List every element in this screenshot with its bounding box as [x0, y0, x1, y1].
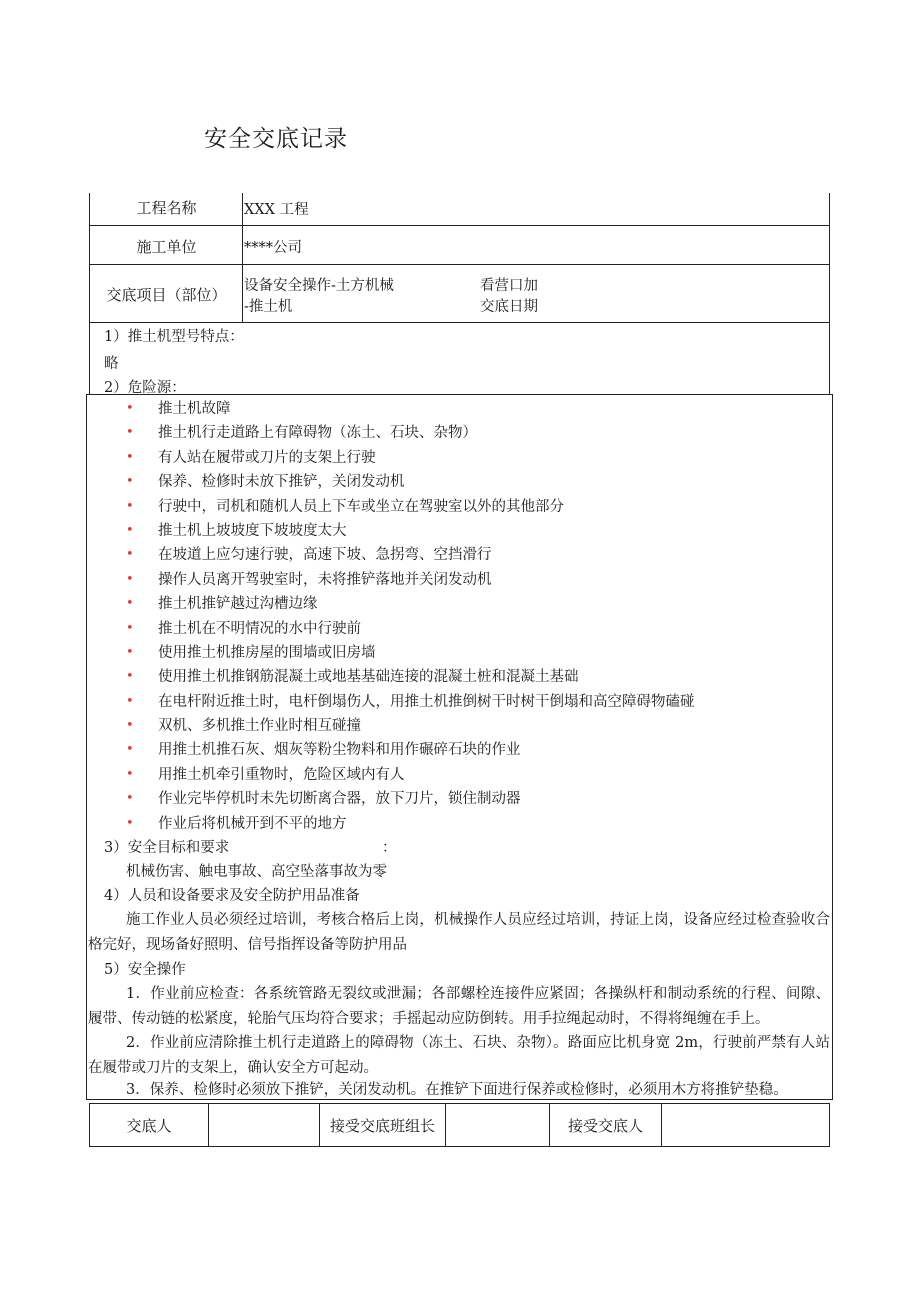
disclosure-item-label: 交底项目（部位） — [106, 286, 227, 304]
date-label-line2: 交底日期 — [480, 299, 538, 315]
list-item — [124, 543, 695, 567]
list-item — [124, 446, 695, 470]
bullet-icon: • — [126, 449, 134, 465]
list-item — [124, 714, 695, 738]
table-border — [89, 1146, 830, 1147]
list-item — [124, 665, 695, 689]
project-name-value: XXX 工程 — [244, 202, 309, 218]
construction-unit-label: 施工单位 — [136, 238, 197, 256]
hazard-text: 用推土机牵引重物时，危险区域内有人 — [158, 766, 405, 783]
table-border — [89, 264, 830, 265]
hazard-text: 推土机故障 — [158, 401, 231, 417]
table-border — [829, 193, 830, 323]
content-border — [829, 322, 830, 394]
operation-3: 3．保养、检修时必须放下推铲，关闭发动机。在推铲下面进行保养或检修时，必须用木方将推铲垫稳。 — [126, 1082, 788, 1098]
hazard-text: 推土机上坡坡度下坡坡度太大 — [158, 522, 347, 539]
hazard-text: 推土机推铲越过沟槽边缘 — [158, 596, 318, 613]
section-1-body: 略 — [104, 356, 119, 372]
construction-unit-value: ****公司 — [244, 240, 302, 256]
bullet-icon: • — [126, 791, 134, 807]
discloser-label: 交底人 — [126, 1116, 172, 1135]
team-leader-label: 接受交底班组长 — [329, 1116, 435, 1135]
hazard-text: 在坡道上应匀速行驶，高速下坡、急拐弯、空挡滑行 — [158, 547, 492, 564]
bullet-icon: • — [126, 644, 134, 660]
hazard-text: 推土机在不明情况的水中行驶前 — [158, 620, 361, 637]
bullet-icon: • — [126, 766, 134, 782]
bullet-icon: • — [126, 815, 134, 831]
discloser-signature-field[interactable] — [209, 1104, 319, 1146]
hazard-text: 有人站在履带或刀片的支架上行驶 — [158, 449, 376, 466]
section-3-colon: ： — [382, 840, 397, 856]
section-3-body: 机械伤害、触电事故、高空坠落事故为零 — [126, 864, 387, 880]
list-item — [124, 763, 695, 787]
bullet-icon: • — [126, 401, 134, 416]
list-item — [124, 738, 695, 762]
list-item — [124, 617, 695, 641]
list-item — [124, 397, 695, 421]
table-border — [829, 1103, 830, 1147]
hazard-list — [124, 397, 695, 836]
receiver-signature-field[interactable] — [662, 1104, 829, 1146]
list-item — [124, 421, 695, 445]
bullet-icon: • — [126, 620, 134, 636]
hazard-text: 使用推土机推钢筋混凝土或地基基础连接的混凝土桩和混凝土基础 — [158, 669, 579, 686]
bullet-icon: • — [126, 669, 134, 685]
content-border — [86, 394, 833, 395]
list-item — [124, 568, 695, 592]
bullet-icon: • — [126, 718, 134, 734]
section-5-heading: 5）安全操作 — [104, 962, 186, 978]
section-2-heading: 2）危险源： — [104, 380, 186, 396]
content-border — [86, 394, 87, 1100]
bullet-icon: • — [126, 742, 134, 758]
list-item — [124, 519, 695, 543]
disclosure-item-value-line1: 设备安全操作-土方机械 — [244, 278, 394, 294]
project-name-label: 工程名称 — [136, 199, 197, 217]
content-border — [89, 322, 90, 394]
bullet-icon: • — [126, 571, 134, 587]
section-1-heading: 1）推土机型号特点： — [104, 329, 244, 345]
section-3-heading: 3）安全目标和要求 — [104, 840, 230, 856]
page-title: 安全交底记录 — [204, 126, 348, 152]
list-item — [124, 787, 695, 811]
hazard-text: 保养、检修时未放下推铲，关闭发动机 — [158, 474, 405, 491]
section-4-body: 施工作业人员必须经过培训，考核合格后上岗，机械操作人员应经过培训，持证上岗，设备应经过检查验收合格完好，现场备好照明、信号指挥设备等防护用品 — [88, 912, 830, 953]
list-item — [124, 812, 695, 836]
bullet-icon: • — [126, 547, 134, 563]
bullet-icon: • — [126, 425, 134, 441]
hazard-text: 使用推土机推房屋的围墙或旧房墙 — [158, 644, 376, 661]
bullet-icon: • — [126, 498, 134, 514]
list-item — [124, 470, 695, 494]
bullet-icon: • — [126, 693, 134, 709]
hazard-text: 双机、多机推土作业时相互碰撞 — [158, 718, 361, 735]
hazard-text: 作业后将机械开到不平的地方 — [158, 815, 347, 832]
hazard-text: 操作人员离开驾驶室时，未将推铲落地并关闭发动机 — [158, 571, 492, 588]
bullet-icon: • — [126, 474, 134, 490]
bullet-icon: • — [126, 596, 134, 612]
list-item — [124, 495, 695, 519]
hazard-text: 行驶中，司机和随机人员上下车或坐立在驾驶室以外的其他部分 — [158, 498, 564, 515]
disclosure-item-value-line2: -推土机 — [244, 299, 293, 315]
operation-2: 2．作业前应清除推土机行走道路上的障碍物（冻土、石块、杂物）。路面应比机身宽 2m，行驶前严禁有人站在履带或刀片的支架上，确认安全方可起动。 — [88, 1035, 830, 1076]
hazard-text: 用推土机推石灰、烟灰等粉尘物料和用作碾碎石块的作业 — [158, 742, 521, 759]
hazard-text: 在电杆附近推土时，电杆倒塌伤人，用推土机推倒树干时树干倒塌和高空障碍物磕碰 — [158, 693, 695, 710]
hazard-text: 作业完毕停机时未先切断离合器，放下刀片，锁住制动器 — [158, 791, 521, 808]
table-border — [89, 322, 830, 323]
table-border — [89, 225, 830, 226]
hazard-text: 推土机行走道路上有障碍物（冻土、石块、杂物） — [158, 425, 477, 442]
date-label-line1: 看营口加 — [480, 278, 538, 294]
operation-1: 1．作业前应检查：各系统管路无裂纹或泄漏；各部螺栓连接件应紧固；各操纵杆和制动系统的行程、间隙、履带、传动链的松紧度，轮胎气压均符合要求；手摇起动应防倒转。用手拉绳起动时，不得将绳缠在手上。 — [88, 986, 830, 1027]
team-leader-signature-field[interactable] — [446, 1104, 549, 1146]
list-item — [124, 592, 695, 616]
content-border — [832, 394, 833, 1100]
receiver-label: 接受交底人 — [567, 1116, 643, 1135]
bullet-icon: • — [126, 522, 134, 538]
list-item — [124, 641, 695, 665]
section-4-heading: 4）人员和设备要求及安全防护用品准备 — [104, 888, 360, 904]
list-item — [124, 690, 695, 714]
